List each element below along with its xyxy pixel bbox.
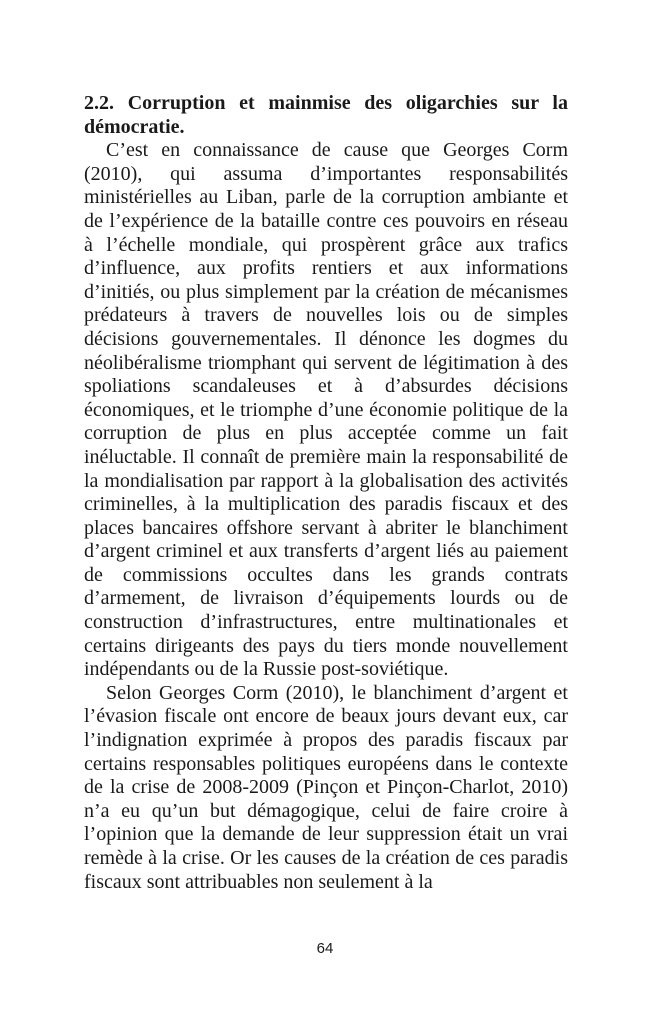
page-content [84,92,568,894]
body-paragraph-2: Selon Georges Corm (2010), le blanchiment d’argent et l’évasion fiscale ont encore de beaux jours devant eux, car l’indignation exprimée à propos des paradis fiscaux par certains responsables politiques européens dans le contexte de la crise de 2008-2009 (Pinçon et Pinçon-Charlot, 2010) n’a eu qu’un but démagogique, celui de faire croire à l’opinion que la demande de leur suppression était un vrai remède à la crise. Or les causes de la création de ces paradis fiscaux sont attribuables non seulement à la [84,681,568,893]
page-number: 64 [316,940,334,957]
body-paragraph-1: C’est en connaissance de cause que Georges Corm (2010), qui assuma d’importantes responsabilités ministérielles au Liban, parle de la corruption ambiante et de l’expérience de la bataille contre ces pouvoirs en réseau à l’échelle mondiale, qui prospèrent grâce aux trafics d’influence, aux profits rentiers et aux informations d’initiés, ou plus simplement par la création de mécanismes prédateurs à travers de nouvelles lois ou de simples décisions gouvernementales. Il dénonce les dogmes du néolibéralisme triomphant qui servent de légitimation à des spoliations scandaleuses et à d’absurdes décisions économiques, et le triomphe d’une économie politique de la corruption de plus en plus acceptée comme un fait inéluctable. Il connaît de première main la responsabilité de la mondialisation par rapport à la globalisation des activités criminelles, à la multiplication des paradis fiscaux et des places bancaires offshore servant à abriter le blanchiment d’argent criminel et aux transferts d’argent liés au paiement de commissions occultes dans les grands contrats d’armement, de livraison d’équipements lourds ou de construction d’infrastructures, entre multinationales et certains dirigeants des pays du tiers monde nouvellement indépendants ou de la Russie post-soviétique. [84,139,568,681]
section-title: 2.2. Corruption et mainmise des oligarchies sur la démocratie. [84,92,568,138]
